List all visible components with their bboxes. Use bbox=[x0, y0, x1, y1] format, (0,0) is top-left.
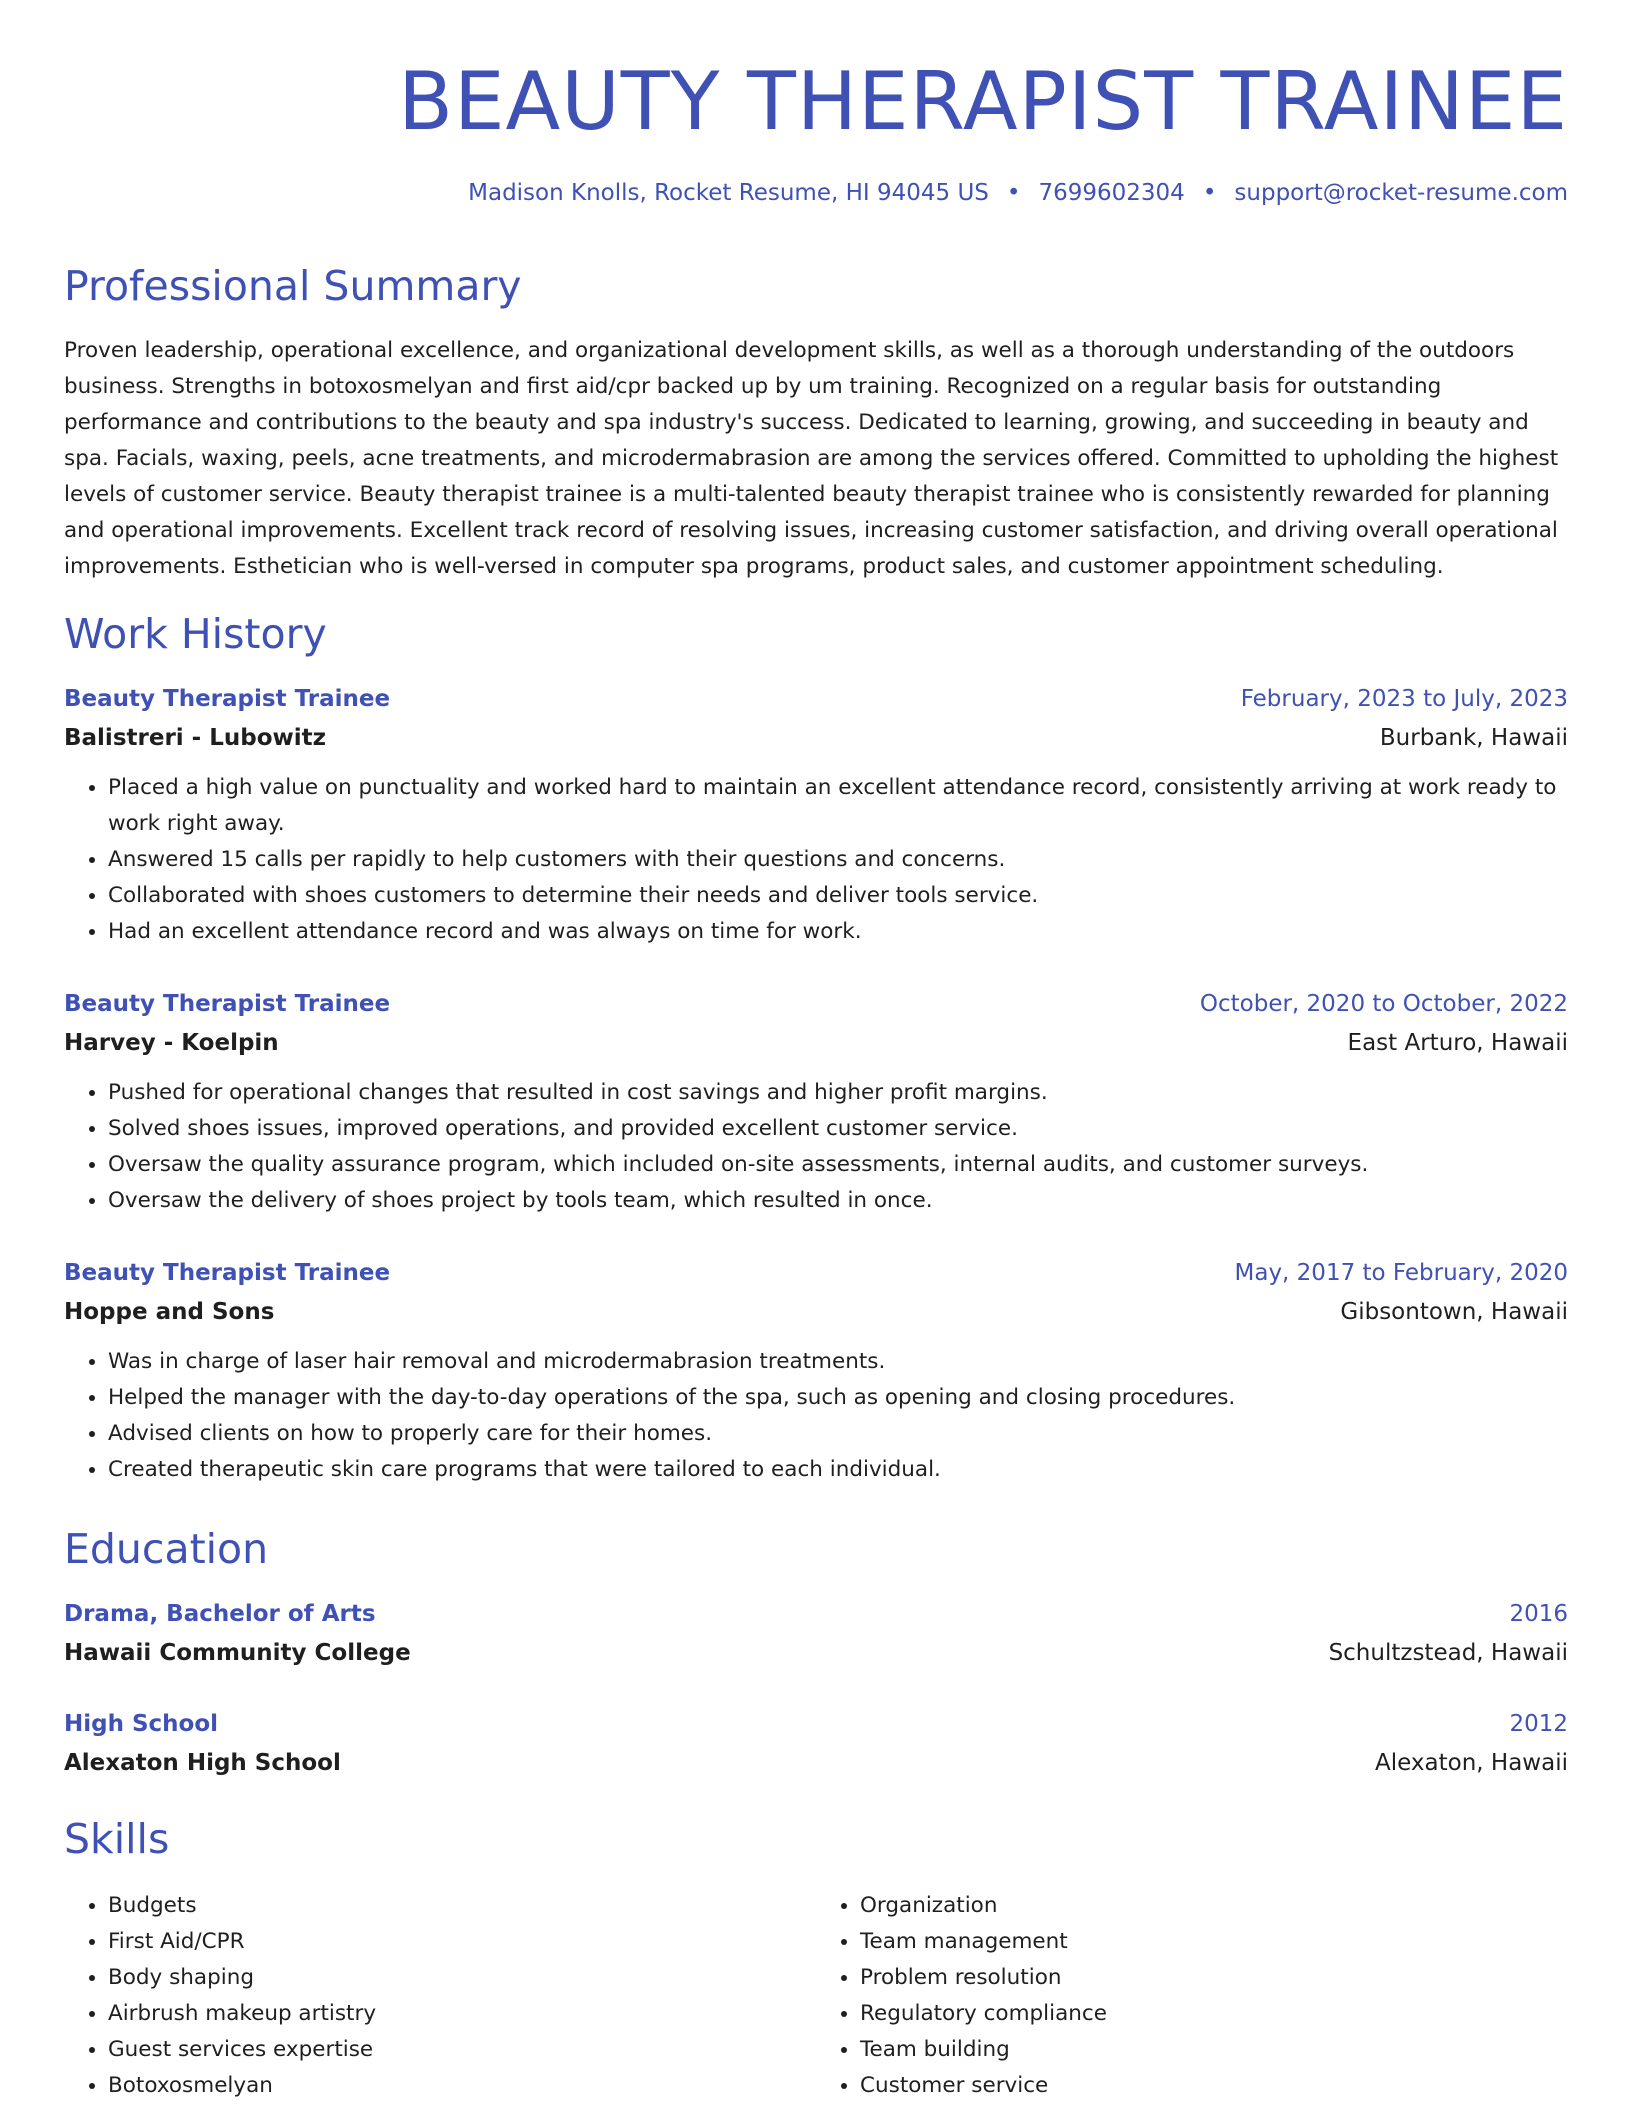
education-entry bbox=[64, 1595, 1568, 1673]
job-bullet: • Had an excellent attendance record and was always on time for work. bbox=[108, 914, 1568, 950]
job-title: Beauty Therapist Trainee bbox=[64, 1260, 391, 1286]
education-school: Alexaton High School bbox=[64, 1750, 341, 1776]
job-bullet: • Solved shoes issues, improved operations, and provided excellent customer service. bbox=[108, 1111, 1568, 1147]
education-location: Alexaton, Hawaii bbox=[1375, 1750, 1568, 1776]
job-bullet: • Placed a high value on punctuality and worked hard to maintain an excellent attendance record, consistently arriving at work ready to work right away. bbox=[108, 770, 1568, 842]
job-entry bbox=[64, 680, 1568, 950]
education-year: 2012 bbox=[1509, 1711, 1568, 1737]
skill-item: • Budgets bbox=[108, 1888, 816, 1924]
job-bullet: • Created therapeutic skin care programs that were tailored to each individual. bbox=[108, 1452, 1568, 1488]
job-entry bbox=[64, 1254, 1568, 1488]
contact-phone: 7699602304 bbox=[1038, 180, 1185, 206]
education-year: 2016 bbox=[1509, 1601, 1568, 1627]
skill-item: • First Aid/CPR bbox=[108, 1924, 816, 1960]
skill-item: • Botoxosmelyan bbox=[108, 2068, 816, 2104]
job-bullet: • Oversaw the delivery of shoes project by tools team, which resulted in once. bbox=[108, 1183, 1568, 1219]
skill-item: • Problem resolution bbox=[860, 1960, 1568, 1996]
job-dates: February, 2023 to July, 2023 bbox=[1240, 686, 1568, 712]
job-title: Beauty Therapist Trainee bbox=[64, 686, 391, 712]
job-dates: May, 2017 to February, 2020 bbox=[1234, 1260, 1568, 1286]
contact-email[interactable]: support@rocket-resume.com bbox=[1234, 180, 1568, 206]
job-bullet: • Collaborated with shoes customers to determine their needs and deliver tools service. bbox=[108, 878, 1568, 914]
job-bullet: • Was in charge of laser hair removal and microdermabrasion treatments. bbox=[108, 1344, 1568, 1380]
job-employer: Hoppe and Sons bbox=[64, 1299, 275, 1325]
skill-item: • Guest services expertise bbox=[108, 2032, 816, 2068]
contact-separator: • bbox=[1202, 180, 1217, 206]
summary-text: Proven leadership, operational excellence, and organizational development skills, as well as a thorough understanding of the outdoors business. Strengths in botoxosmelyan and first aid/cpr backed up by um training. Recognized on a regular basis for outstanding performance and contributions to the beauty and spa industry's success. Dedicated to learning, growing, and succeeding in beauty and spa. Facials, waxing, peels, acne treatments, and microdermabrasion are among the services offered. Committed to upholding the highest levels of customer service. Beauty therapist trainee is a multi-talented beauty therapist trainee who is consistently rewarded for planning and operational improvements. Excellent track record of resolving issues, increasing customer satisfaction, and driving overall operational improvements. Esthetician who is well-versed in computer spa programs, product sales, and customer appointment scheduling. bbox=[64, 338, 1559, 579]
job-bullet: • Pushed for operational changes that resulted in cost savings and higher profit margins. bbox=[108, 1075, 1568, 1111]
education-location: Schultzstead, Hawaii bbox=[1328, 1640, 1568, 1666]
job-employer: Harvey - Koelpin bbox=[64, 1030, 279, 1056]
skill-item: • Team building bbox=[860, 2032, 1568, 2068]
contact-line bbox=[468, 180, 1568, 206]
education-degree: High School bbox=[64, 1711, 219, 1737]
job-location: Gibsontown, Hawaii bbox=[1340, 1299, 1568, 1325]
skills-heading: Skills bbox=[64, 1815, 170, 1863]
skill-item: • Organization bbox=[860, 1888, 1568, 1924]
education-entry bbox=[64, 1705, 1568, 1783]
job-location: Burbank, Hawaii bbox=[1379, 725, 1568, 751]
job-bullets bbox=[64, 1075, 1568, 1219]
skill-item: • Airbrush makeup artistry bbox=[108, 1996, 816, 2032]
skill-item: • Body shaping bbox=[108, 1960, 816, 1996]
job-bullet: • Advised clients on how to properly care for their homes. bbox=[108, 1416, 1568, 1452]
job-bullets bbox=[64, 770, 1568, 950]
job-location: East Arturo, Hawaii bbox=[1347, 1030, 1568, 1056]
education-heading: Education bbox=[64, 1525, 269, 1573]
education-degree: Drama, Bachelor of Arts bbox=[64, 1601, 376, 1627]
job-dates: October, 2020 to October, 2022 bbox=[1199, 991, 1568, 1017]
skill-item: • Team management bbox=[860, 1924, 1568, 1960]
skill-item: • Customer service bbox=[860, 2068, 1568, 2104]
summary-heading: Professional Summary bbox=[64, 262, 522, 310]
job-title: Beauty Therapist Trainee bbox=[64, 991, 391, 1017]
job-bullets bbox=[64, 1344, 1568, 1488]
job-bullet: • Oversaw the quality assurance program, which included on-site assessments, internal audits, and customer surveys. bbox=[108, 1147, 1568, 1183]
skills-columns bbox=[64, 1888, 1568, 2104]
contact-separator: • bbox=[1006, 180, 1021, 206]
skills-list-left bbox=[64, 1888, 816, 2104]
contact-address: Madison Knolls, Rocket Resume, HI 94045 US bbox=[468, 180, 989, 206]
skills-list-right bbox=[816, 1888, 1568, 2104]
skill-item: • Regulatory compliance bbox=[860, 1996, 1568, 2032]
job-bullet: • Helped the manager with the day-to-day operations of the spa, such as opening and closing procedures. bbox=[108, 1380, 1568, 1416]
work-history-heading: Work History bbox=[64, 610, 327, 658]
job-entry bbox=[64, 985, 1568, 1219]
education-school: Hawaii Community College bbox=[64, 1640, 411, 1666]
job-bullet: • Answered 15 calls per rapidly to help customers with their questions and concerns. bbox=[108, 842, 1568, 878]
job-employer: Balistreri - Lubowitz bbox=[64, 725, 327, 751]
resume-title: BEAUTY THERAPIST TRAINEE bbox=[398, 55, 1568, 148]
